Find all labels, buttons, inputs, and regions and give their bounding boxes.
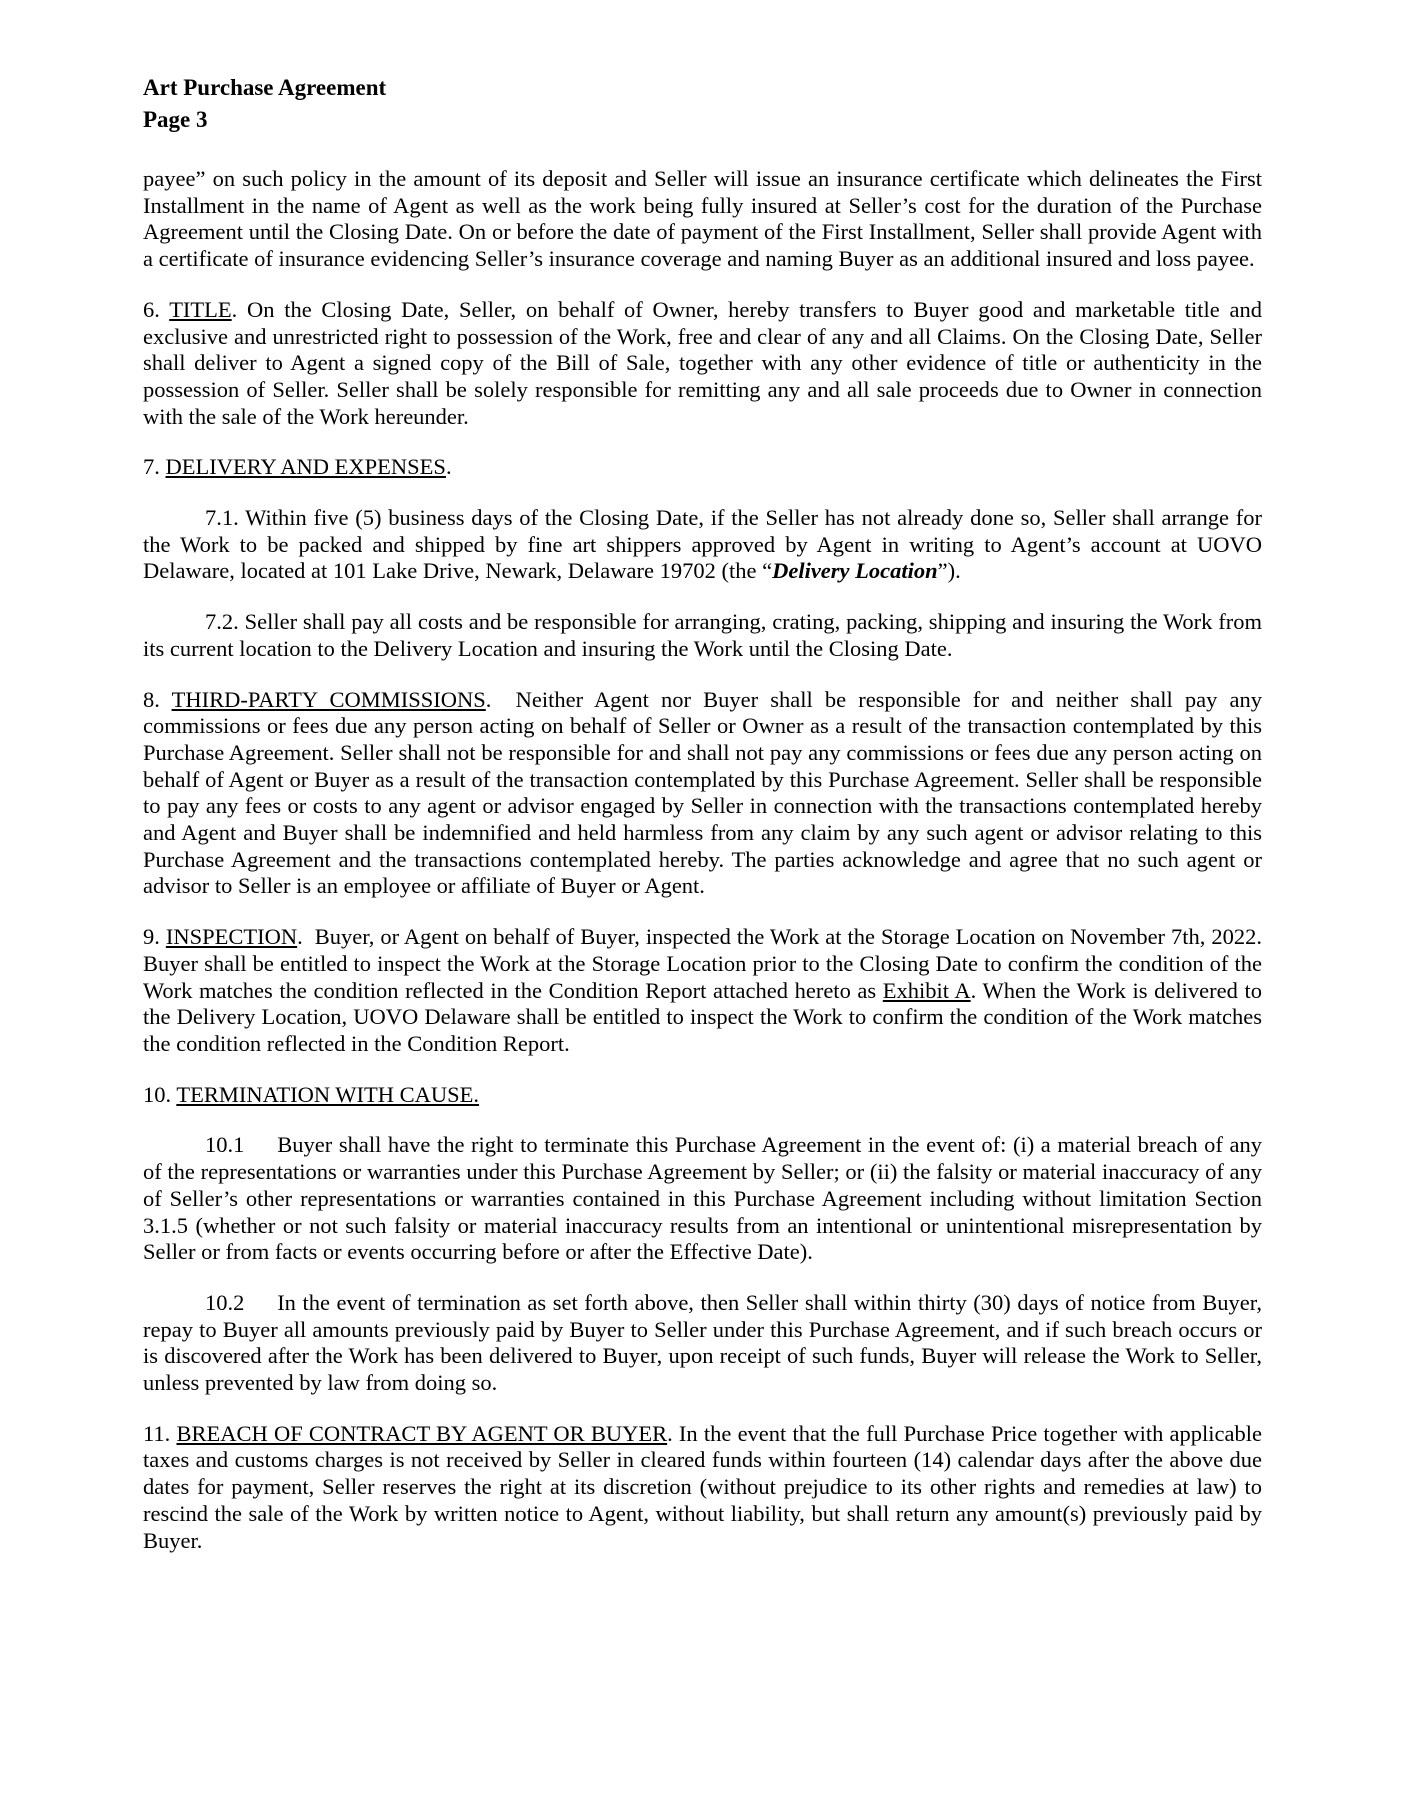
clause-10-2 [143,1290,1262,1397]
text-run: . On the Closing Date, Seller, on behalf of Owner, hereby transfers to Buyer good and marketable title and exclusive and unrestricted right to possession of the Work, free and clear of any and all Claims. On the Closing Date, Seller shall deliver to Agent a signed copy of the Bill of Sale, together with any other evidence of title or authenticity in the possession of Seller. Seller shall be solely responsible for remitting any and all sale proceeds due to Owner in connection with the sale of the Work hereunder. [143,296,1262,429]
text-run: 9. [143,924,166,950]
text-run: . In the event that the full Purchase Price together with applicable taxes and customs charges is not received by Seller in cleared funds within fourteen (14) calendar days after the above due dates for payment, Seller reserves the right at its discretion (without prejudice to its other rights and remedies at law) to rescind the sale of the Work by written notice to Agent, without liability, but shall return any amount(s) previously paid by Buyer. [143,1420,1262,1553]
underlined-text: THIRD-PARTY COMMISSIONS [171,686,486,712]
section-6-title-clause [143,297,1262,431]
section-11-breach-clause [143,1421,1262,1555]
clause-10-1 [143,1132,1262,1266]
text-run: 10.2 In the event of termination as set forth above, then Seller shall within thirty (30) days of notice from Buyer, repay to Buyer all amounts previously paid by Buyer to Seller under this Purchase Agreement, and if such breach occurs or is discovered after the Work has been delivered to Buyer, upon receipt of such funds, Buyer will release the Work to Seller, unless prevented by law from doing so. [143,1289,1262,1396]
underlined-text: TITLE [169,296,232,322]
text-run: . [445,454,452,480]
text-run: . Neither Agent nor Buyer shall be responsible for and neither shall pay any commissions or fees due any person acting on behalf of Seller or Owner as a result of the transaction contemplated by this Purchase Agreement. Seller shall not be responsible for and shall not pay any commissions or fees due any person acting on behalf of Agent or Buyer as a result of the transaction contemplated by this Purchase Agreement. Seller shall be responsible to pay any fees or costs to any agent or advisor engaged by Seller in connection with the transactions contemplated hereby and Agent and Buyer shall be indemnified and held harmless from any claim by any such agent or advisor relating to this Purchase Agreement and the transactions contemplated hereby. The parties acknowledge and agree that no such agent or advisor to Seller is an employee or affiliate of Buyer or Agent. [143,686,1263,899]
underlined-text: TERMINATION WITH CAUSE. [176,1081,480,1107]
page-number: Page 3 [143,107,208,132]
underlined-text: BREACH OF CONTRACT BY AGENT OR BUYER [176,1420,668,1446]
intro-continuation-paragraph [143,166,1262,273]
defined-term: Delivery Location [772,558,938,584]
document-header [143,72,1262,136]
text-run: 6. [143,296,170,322]
clause-7-2 [143,609,1262,662]
text-run: 11. [143,1420,177,1446]
text-run: . When the Work is delivered to the Delivery Location, UOVO Delaware shall be entitled to inspect the Work to confirm the condition of the Work matches the condition reflected in the Condition Report. [143,977,1262,1056]
text-run: . Buyer, or Agent on behalf of Buyer, inspected the Work at the Storage Location on November 7th, 2022. Buyer shall be entitled to inspect the Work at the Storage Location prior to the Closing Date to confirm the condition of the Work matches the condition reflected in the Condition Report attached hereto as [143,924,1262,1003]
text-run: 10.1 Buyer shall have the right to terminate this Purchase Agreement in the event of: (i) a material breach of any of the representations or warranties under this Purchase Agreement by Seller; or (ii) the falsity or material inaccuracy of any of Seller’s other representations or warranties contained in this Purchase Agreement including without limitation Section 3.1.5 (whether or not such falsity or material inaccuracy results from an intentional or unintentional misrepresentation by Seller or from facts or events occurring before or after the Effective Date). [143,1132,1262,1265]
text-run: 7. [143,454,166,480]
text-run: 10. [143,1081,177,1107]
text-run: 7.1. Within five (5) business days of the Closing Date, if the Seller has not already done so, Seller shall arrange for the Work to be packed and shipped by fine art shippers approved by Agent in writing to Agent’s account at UOVO Delaware, located at 101 Lake Drive, Newark, Delaware 19702 (the “ [143,505,1262,584]
text-run: 7.2. Seller shall pay all costs and be responsible for arranging, crating, packing, shipping and insuring the Work from its current location to the Delivery Location and insuring the Work until the Closing Date. [143,609,1262,661]
section-9-inspection-clause [143,924,1262,1058]
underlined-text: DELIVERY AND EXPENSES [165,454,446,480]
text-run: ”). [937,558,961,584]
text-run: 8. [143,686,172,712]
section-7-heading [143,454,1262,481]
section-10-heading [143,1082,1262,1109]
text-run: payee” on such policy in the amount of its deposit and Seller will issue an insurance certificate which delineates the First Installment in the name of Agent as well as the work being fully insured at Seller’s cost for the duration of the Purchase Agreement until the Closing Date. On or before the date of payment of the First Installment, Seller shall provide Agent with a certificate of insurance evidencing Seller’s insurance coverage and naming Buyer as an additional insured and loss payee. [143,166,1262,272]
underlined-text: INSPECTION [165,924,298,950]
document-body [143,166,1262,1554]
document-title: Art Purchase Agreement [143,75,387,100]
clause-7-1 [143,505,1262,585]
underlined-text: Exhibit A [882,977,971,1003]
section-8-commissions-clause [143,687,1262,901]
